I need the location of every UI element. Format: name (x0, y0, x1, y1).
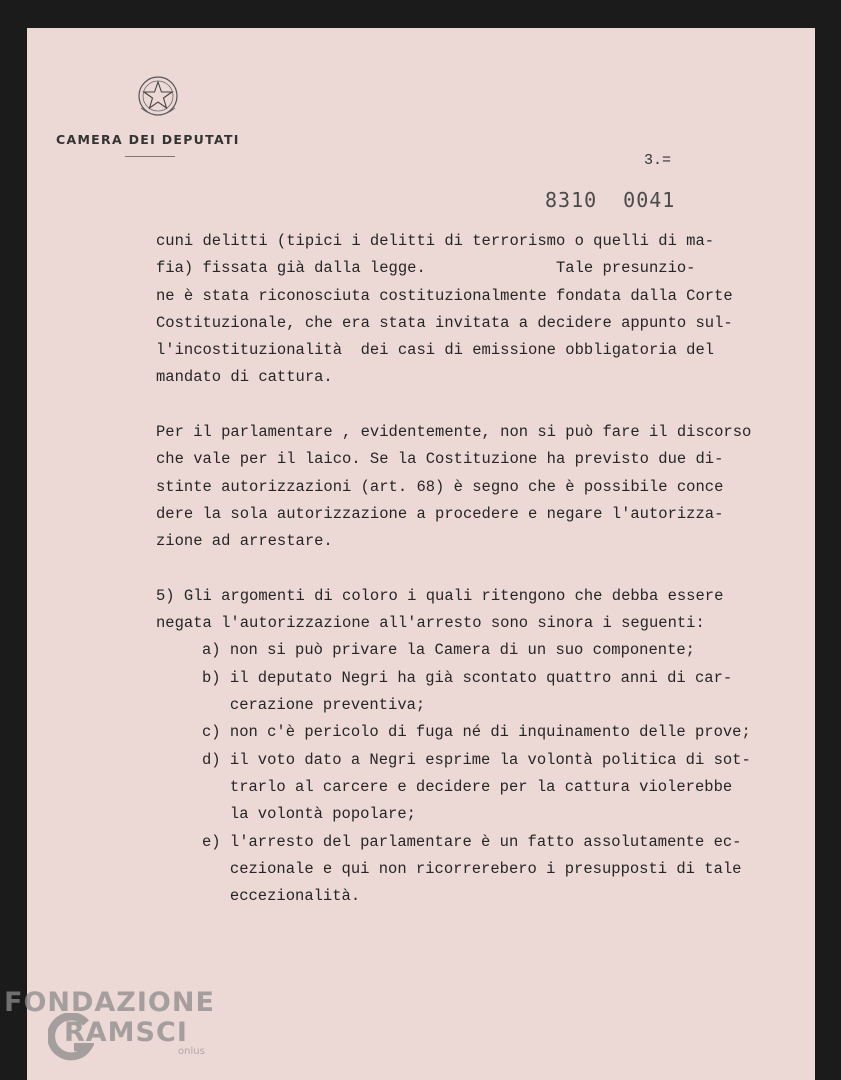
watermark-subtitle: onlus (178, 1046, 205, 1057)
list-item: d) il voto dato a Negri esprime la volontà politica di sot- (202, 750, 751, 769)
text-line: 5) Gli argomenti di coloro i quali ritengono che debba essere (156, 586, 724, 605)
text-line: l'incostituzionalità dei casi di emissione obbligatoria del (156, 341, 715, 360)
list-item: eccezionalità. (202, 887, 361, 906)
text-line: mandato di cattura. (156, 368, 333, 387)
watermark-g-icon (48, 1013, 94, 1065)
text-line: che vale per il laico. Se la Costituzione ha previsto due di- (156, 450, 724, 469)
text-line: ne è stata riconosciuta costituzionalmente fondata dalla Corte (156, 286, 733, 305)
list-item: trarlo al carcere e decidere per la cattura violerebbe (202, 777, 733, 796)
list-item: cerazione preventiva; (202, 696, 426, 715)
document-body (156, 228, 751, 910)
watermark-line-1: FONDAZIONE (4, 987, 215, 1018)
text-line: dere la sola autorizzazione a procedere e negare l'autorizza- (156, 504, 724, 523)
list-item: e) l'arresto del parlamentare è un fatto assolutamente ec- (202, 832, 742, 851)
text-line: Costituzionale, che era stata invitata a decidere appunto sul- (156, 313, 733, 332)
page-marker: 3.= (644, 152, 672, 169)
watermark-line-2: RAMSCI (64, 1017, 188, 1048)
list-item: b) il deputato Negri ha già scontato quattro anni di car- (202, 668, 733, 687)
list-item: a) non si può privare la Camera di un suo componente; (202, 641, 695, 660)
text-line: stinte autorizzazioni (art. 68) è segno che è possibile conce (156, 477, 724, 496)
document-page (27, 28, 815, 1080)
watermark-logo (4, 988, 215, 1048)
list-item: la volontà popolare; (202, 805, 416, 824)
stamp-number-2: 0041 (623, 188, 676, 212)
institution-letterhead: CAMERA DEI DEPUTATI (56, 132, 240, 147)
letterhead-rule (125, 156, 175, 157)
list-item: c) non c'è pericolo di fuga né di inquinamento delle prove; (202, 723, 751, 742)
text-line: zione ad arrestare. (156, 532, 333, 551)
text-line: Per il parlamentare , evidentemente, non si può fare il discorso (156, 423, 752, 442)
archive-stamp (545, 188, 675, 212)
text-line: negata l'autorizzazione all'arresto sono sinora i seguenti: (156, 614, 705, 633)
list-item: cezionale e qui non ricorrerebero i presupposti di tale (202, 859, 742, 878)
stamp-number-1: 8310 (545, 188, 598, 212)
text-line: cuni delitti (tipici i delitti di terrorismo o quelli di ma- (156, 232, 715, 250)
text-line: fia) fissata già dalla legge. Tale presunzio- (156, 259, 696, 278)
republic-emblem-icon (131, 68, 185, 122)
